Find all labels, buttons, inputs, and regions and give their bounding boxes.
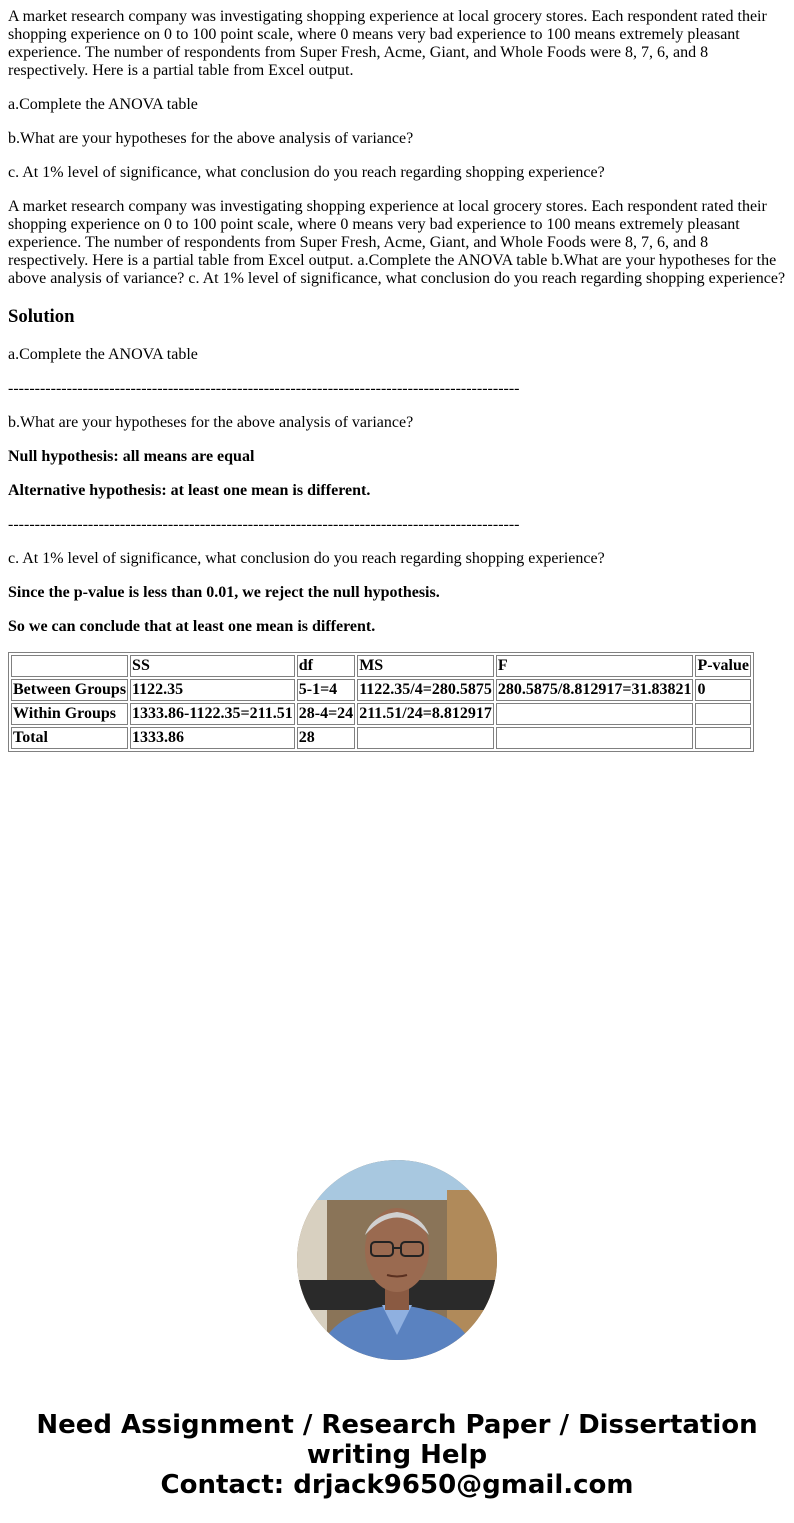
anova-table [8,652,754,752]
author-avatar [297,1160,497,1360]
footer-contact [8,1410,786,1500]
divider: ------------------------------------------------------------------------------------------------ [8,516,520,533]
solution-part-c: c. At 1% level of significance, what conclusion do you reach regarding shopping experience? [8,550,605,567]
alt-hypothesis [8,482,786,500]
table-cell [496,727,694,749]
table-cell: 1122.35/4=280.5875 [357,679,494,701]
table-cell [496,703,694,725]
author-photo-icon [297,1160,497,1360]
table-cell: 0 [695,679,751,701]
table-header-cell: MS [357,655,494,677]
table-header-cell: F [496,655,694,677]
table-cell: 5-1=4 [297,679,355,701]
table-cell: Between Groups [11,679,128,701]
question-combined: A market research company was investigating shopping experience at local grocery stores. Each respondent rated their shopping experience on 0 to 100 point scale, where 0 means very bad experience to 100 means extremely pleasant experience. The number of respondents from Super Fresh, Acme, Giant, and Whole Foods were 8, 7, 6, and 8 respectively. Here is a partial table from Excel output. a.Complete the ANOVA table b.What are your hypotheses for the above analysis of variance? c. At 1% level of significance, what conclusion do you reach regarding shopping experience? [8,198,786,287]
table-cell: 280.5875/8.812917=31.83821 [496,679,694,701]
table-header-cell: df [297,655,355,677]
conclusion-text: So we can conclude that at least one mean is different. [8,618,376,635]
table-cell: 28-4=24 [297,703,355,725]
table-cell [695,703,751,725]
question-part-b: b.What are your hypotheses for the above analysis of variance? [8,130,414,147]
table-header-cell [11,655,128,677]
table-cell: 1333.86-1122.35=211.51 [130,703,295,725]
question-part-c: c. At 1% level of significance, what conclusion do you reach regarding shopping experience? [8,164,605,181]
author-avatar-container [8,1160,786,1360]
footer-help-text: Need Assignment / Research Paper / Dissertation writing Help [36,1410,758,1470]
question-part-a: a.Complete the ANOVA table [8,96,198,113]
question-intro: A market research company was investigating shopping experience at local grocery stores. Each respondent rated their shopping experience on 0 to 100 point scale, where 0 means very bad experience to 100 means extremely pleasant experience. The number of respondents from Super Fresh, Acme, Giant, and Whole Foods were 8, 7, 6, and 8 respectively. Here is a partial table from Excel output. [8,8,767,79]
solution-part-a: a.Complete the ANOVA table [8,346,198,363]
footer-email: Contact: drjack9650@gmail.com [160,1470,634,1500]
conclusion-text: Since the p-value is less than 0.01, we reject the null hypothesis. [8,584,440,601]
table-cell: Total [11,727,128,749]
solution-part-b: b.What are your hypotheses for the above analysis of variance? [8,414,414,431]
table-row [11,679,751,701]
table-cell: 1333.86 [130,727,295,749]
table-header-cell: P-value [695,655,751,677]
table-row [11,703,751,725]
conclusion [8,618,786,636]
table-header-row [11,655,751,677]
conclusion [8,584,786,602]
solution-heading: Solution [8,306,75,327]
table-cell [357,727,494,749]
table-cell [695,727,751,749]
table-header-cell: SS [130,655,295,677]
table-cell: Within Groups [11,703,128,725]
null-hypothesis-text: Null hypothesis: all means are equal [8,448,255,465]
table-cell: 28 [297,727,355,749]
table-cell: 1122.35 [130,679,295,701]
alt-hypothesis-text: Alternative hypothesis: at least one mean is different. [8,482,371,499]
table-cell: 211.51/24=8.812917 [357,703,494,725]
table-row [11,727,751,749]
null-hypothesis [8,448,786,466]
divider: ------------------------------------------------------------------------------------------------ [8,380,520,397]
